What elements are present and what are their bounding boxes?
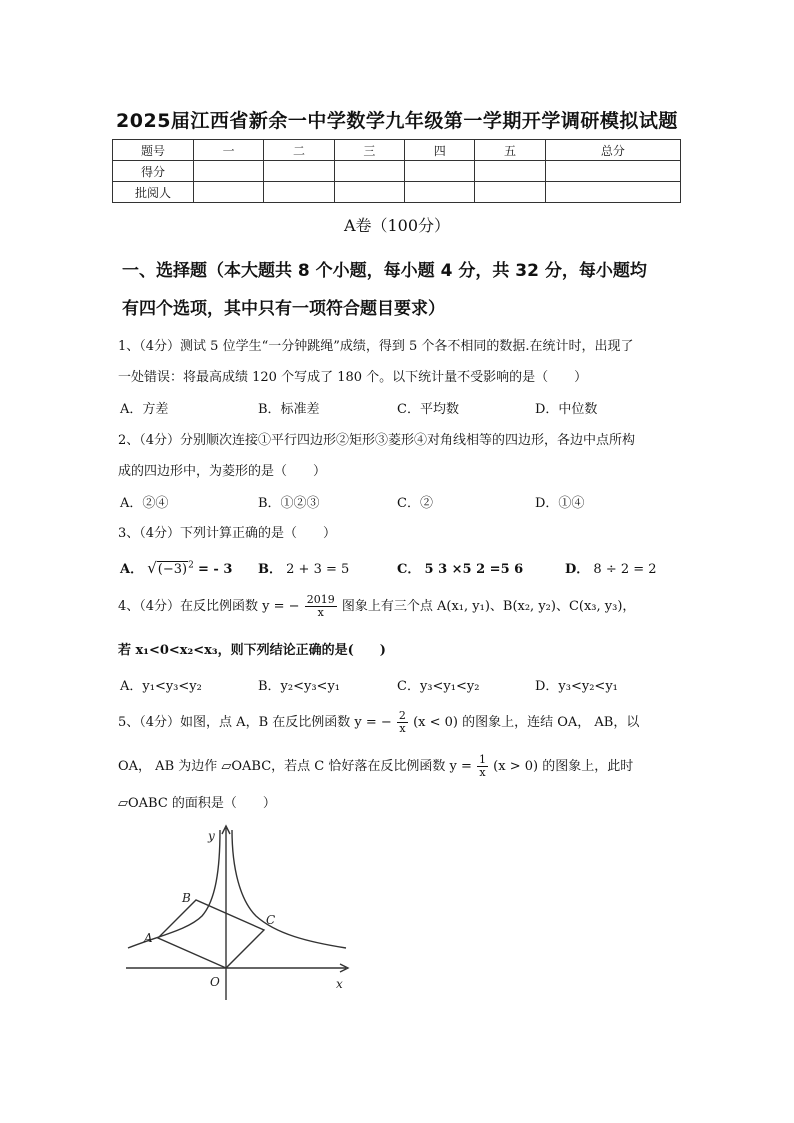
question-5-line3: ▱OABC 的面积是（ ） <box>118 796 276 811</box>
table-cell[interactable] <box>194 161 264 182</box>
question-1-line1: 1、（4分）测试 5 位学生“一分钟跳绳”成绩，得到 5 个各不相同的数据.在统计时，出现了 <box>118 339 634 354</box>
q2-option-d[interactable]: D．①④ <box>535 496 585 511</box>
fraction-numerator: 1 <box>479 753 487 766</box>
sqrt-expression: (−3) <box>157 562 188 577</box>
left-branch-curve <box>128 830 220 948</box>
q4-prefix: 4、（4分）在反比例函数 y = − <box>118 599 300 614</box>
fraction <box>397 710 408 735</box>
fraction <box>305 594 337 619</box>
score-table <box>112 139 681 203</box>
option-expression: 8 ÷ 2 = 2 <box>593 562 657 577</box>
q1-option-d[interactable]: D．中位数 <box>535 402 598 417</box>
q4-option-b[interactable]: B．y₂<y₃<y₁ <box>258 679 341 694</box>
q4-option-d[interactable]: D．y₃<y₂<y₁ <box>535 679 618 694</box>
paper-a-heading: A卷（100分） <box>343 216 451 235</box>
option-expression: 2 + 3 = 5 <box>286 562 350 577</box>
label-b: B <box>182 891 191 905</box>
fraction-numerator: 2019 <box>306 593 335 606</box>
label-x: x <box>336 977 343 991</box>
table-cell: 总分 <box>545 140 680 161</box>
q1-option-a[interactable]: A．方差 <box>120 402 169 417</box>
table-cell[interactable] <box>334 182 404 203</box>
table-cell: 二 <box>264 140 334 161</box>
table-cell[interactable] <box>475 161 545 182</box>
q4-option-a[interactable]: A．y₁<y₃<y₂ <box>120 679 202 694</box>
table-row <box>113 161 681 182</box>
question-2-line2: 成的四边形中，为菱形的是（ ） <box>118 464 327 479</box>
q2-option-b[interactable]: B．①②③ <box>258 496 320 511</box>
table-cell[interactable] <box>264 182 334 203</box>
label-o: O <box>210 975 220 989</box>
question-5-line1 <box>118 710 639 735</box>
sqrt-icon: √ <box>147 559 157 577</box>
question-2-line1: 2、（4分）分别顺次连接①平行四边形②矩形③菱形④对角线相等的四边形，各边中点所构 <box>118 433 636 448</box>
label-y: y <box>208 829 215 843</box>
exponent: 2 <box>188 560 194 571</box>
hyperbola-figure <box>118 818 358 1008</box>
q1-option-b[interactable]: B．标准差 <box>258 402 320 417</box>
q5-line1-start: 5、（4分）如图，点 A，B 在反比例函数 y = − <box>118 715 392 730</box>
question-5-line2 <box>118 754 633 779</box>
question-1-line2: 一处错误：将最高成绩 120 个写成了 180 个。以下统计量不受影响的是（ ） <box>118 370 588 385</box>
question-4-line1 <box>118 594 635 619</box>
table-cell[interactable] <box>405 161 475 182</box>
table-cell: 三 <box>334 140 404 161</box>
q3-option-d[interactable] <box>565 558 657 577</box>
option-expression: 5 3 ×5 2 =5 6 <box>424 562 524 577</box>
parallelogram <box>158 900 264 968</box>
q5-line2-start: OA， AB 为边作 ▱OABC，若点 C 恰好落在反比例函数 y = <box>118 759 472 774</box>
question-3-line1: 3、（4分）下列计算正确的是（ ） <box>118 526 337 541</box>
q3-option-b[interactable] <box>258 558 349 577</box>
table-cell: 得分 <box>113 161 194 182</box>
fraction-denominator: x <box>317 606 324 619</box>
table-cell: 四 <box>405 140 475 161</box>
q3-option-a[interactable] <box>120 558 232 577</box>
label-a: A <box>144 931 153 945</box>
q2-option-c[interactable]: C．② <box>397 496 433 511</box>
fraction <box>477 754 488 779</box>
q4-suffix: 图象上有三个点 A(x₁, y₁)、B(x₂, y₂)、C(x₃, y₃)， <box>341 599 636 614</box>
q4-option-c[interactable]: C．y₃<y₁<y₂ <box>397 679 480 694</box>
q2-option-a[interactable]: A．②④ <box>120 496 169 511</box>
fraction-denominator: x <box>399 722 406 735</box>
q5-line1-end: (x < 0) 的图象上，连结 OA， AB，以 <box>413 715 640 730</box>
section-heading-line1: 一、选择题（本大题共 8 个小题，每小题 4 分，共 32 分，每小题均 <box>122 261 647 281</box>
table-cell[interactable] <box>405 182 475 203</box>
table-cell[interactable] <box>475 182 545 203</box>
q3-option-c[interactable] <box>397 558 523 577</box>
table-cell[interactable] <box>545 161 680 182</box>
option-rest: = - 3 <box>197 562 233 577</box>
fraction-numerator: 2 <box>398 709 406 722</box>
table-cell: 批阅人 <box>113 182 194 203</box>
option-label: C． <box>397 562 421 577</box>
page-title: 2025届江西省新余一中学数学九年级第一学期开学调研模拟试题 <box>116 110 678 132</box>
fraction-denominator: x <box>479 766 486 779</box>
section-heading-line2: 有四个选项，其中只有一项符合题目要求） <box>122 299 445 319</box>
label-c: C <box>266 913 276 927</box>
table-cell[interactable] <box>334 161 404 182</box>
table-row <box>113 182 681 203</box>
right-branch-curve <box>232 830 346 948</box>
table-cell: 一 <box>194 140 264 161</box>
table-cell[interactable] <box>194 182 264 203</box>
option-label: A． <box>120 562 144 577</box>
question-4-line2: 若 x₁<0<x₂<x₃，则下列结论正确的是( ) <box>118 643 386 658</box>
table-cell[interactable] <box>545 182 680 203</box>
q5-line2-end: (x > 0) 的图象上，此时 <box>493 759 634 774</box>
table-cell: 五 <box>475 140 545 161</box>
table-row <box>113 140 681 161</box>
option-label: D． <box>565 562 590 577</box>
q1-option-c[interactable]: C．平均数 <box>397 402 459 417</box>
option-label: B． <box>258 562 282 577</box>
table-cell[interactable] <box>264 161 334 182</box>
table-cell: 题号 <box>113 140 194 161</box>
